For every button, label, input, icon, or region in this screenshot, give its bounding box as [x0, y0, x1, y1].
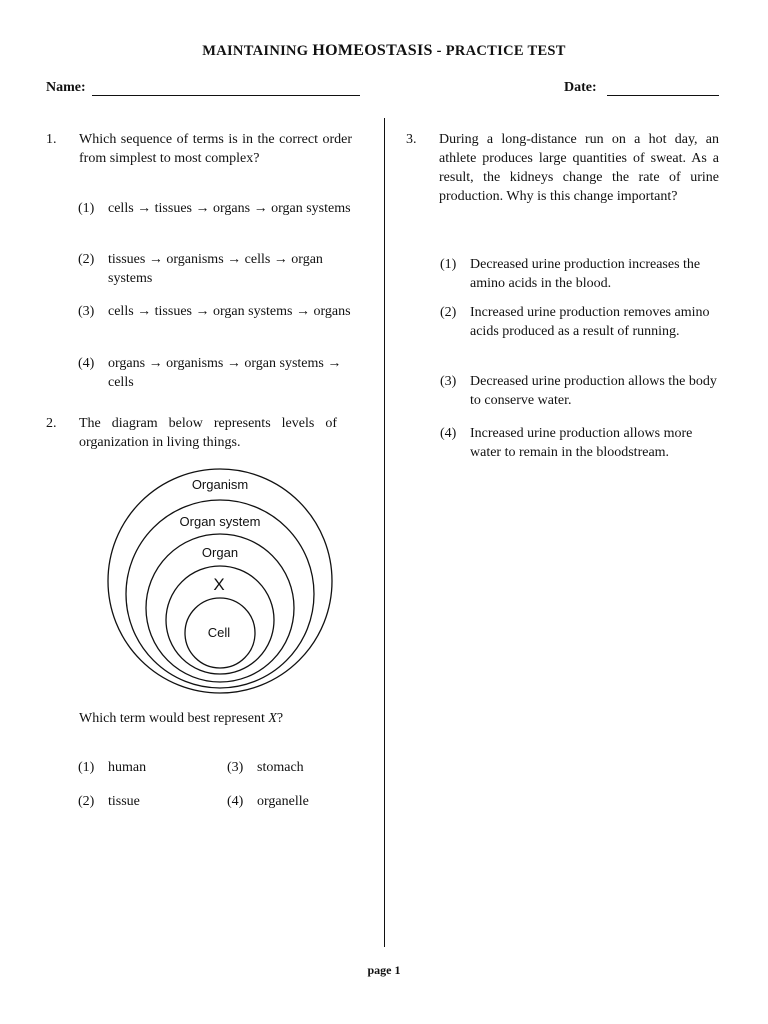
- date-blank-line[interactable]: [607, 81, 719, 96]
- option-number: (2): [440, 305, 457, 320]
- option-number: (3): [227, 760, 244, 775]
- option-text: Decreased urine production allows the body to conserve water.: [470, 374, 717, 408]
- option-number: (4): [78, 356, 95, 371]
- organ-system-label: Organ system: [179, 514, 261, 529]
- organ-label: Organ: [201, 545, 239, 560]
- option-number: (3): [78, 304, 95, 319]
- question-1: [46, 130, 352, 170]
- question-2-prompt: [79, 709, 359, 728]
- page-title: [0, 42, 768, 60]
- question-number: 3.: [406, 132, 417, 147]
- option-number: (2): [78, 794, 95, 809]
- option-text: tissues → organisms → cells → organ systems: [108, 252, 323, 286]
- option-text: cells → tissues → organ systems → organs: [108, 304, 351, 319]
- question-3: [406, 130, 722, 230]
- name-label: Name:: [46, 80, 86, 95]
- title-word-2: HOMEOSTASIS: [312, 42, 433, 59]
- question-2: [46, 414, 352, 454]
- column-divider: [384, 118, 385, 947]
- option-text: tissue: [108, 794, 140, 809]
- prompt-end: ?: [276, 711, 284, 726]
- name-field: [46, 80, 360, 96]
- option-number: (2): [78, 252, 95, 267]
- question-stem: During a long-distance run on a hot day, an athlete produces large quantities of sweat. As a result, the kidneys change the rate of urine production. Why is this change important?: [439, 132, 719, 204]
- name-blank-line[interactable]: [92, 81, 360, 96]
- option-text: Increased urine production allows more water to remain in the bloodstream.: [470, 426, 693, 460]
- option-number: (3): [440, 374, 457, 389]
- option-text: Decreased urine production increases the amino acids in the blood.: [470, 257, 701, 291]
- option-number: (1): [78, 760, 95, 775]
- option-text: organelle: [257, 794, 309, 809]
- option-text: stomach: [257, 760, 304, 775]
- title-word-3: - PRACTICE TEST: [436, 43, 566, 59]
- cell-label: Cell: [207, 625, 231, 640]
- prompt-variable: X: [268, 711, 277, 726]
- option-text: organs → organisms → organ systems → cells: [108, 356, 342, 390]
- question-stem: The diagram below represents levels of organization in living things.: [79, 416, 337, 450]
- option-number: (4): [440, 426, 457, 441]
- option-number: (1): [440, 257, 457, 272]
- option-text: Increased urine production removes amino acids produced as a result of running.: [470, 305, 710, 339]
- option-number: (4): [227, 794, 244, 809]
- levels-of-organization-diagram: [100, 464, 340, 700]
- option-number: (1): [78, 201, 95, 216]
- question-number: 2.: [46, 416, 57, 431]
- option-text: cells → tissues → organs → organ systems: [108, 201, 351, 216]
- question-number: 1.: [46, 132, 57, 147]
- x-label: X: [213, 575, 225, 594]
- question-stem: Which sequence of terms is in the correct order from simplest to most complex?: [79, 132, 352, 166]
- date-field: [564, 80, 719, 96]
- title-word-1: MAINTAINING: [202, 43, 309, 59]
- organism-label: Organism: [191, 477, 249, 492]
- option-text: human: [108, 760, 147, 775]
- date-label: Date:: [564, 80, 597, 95]
- prompt-text: Which term would best represent: [79, 711, 269, 726]
- page-number: page 1: [367, 963, 401, 977]
